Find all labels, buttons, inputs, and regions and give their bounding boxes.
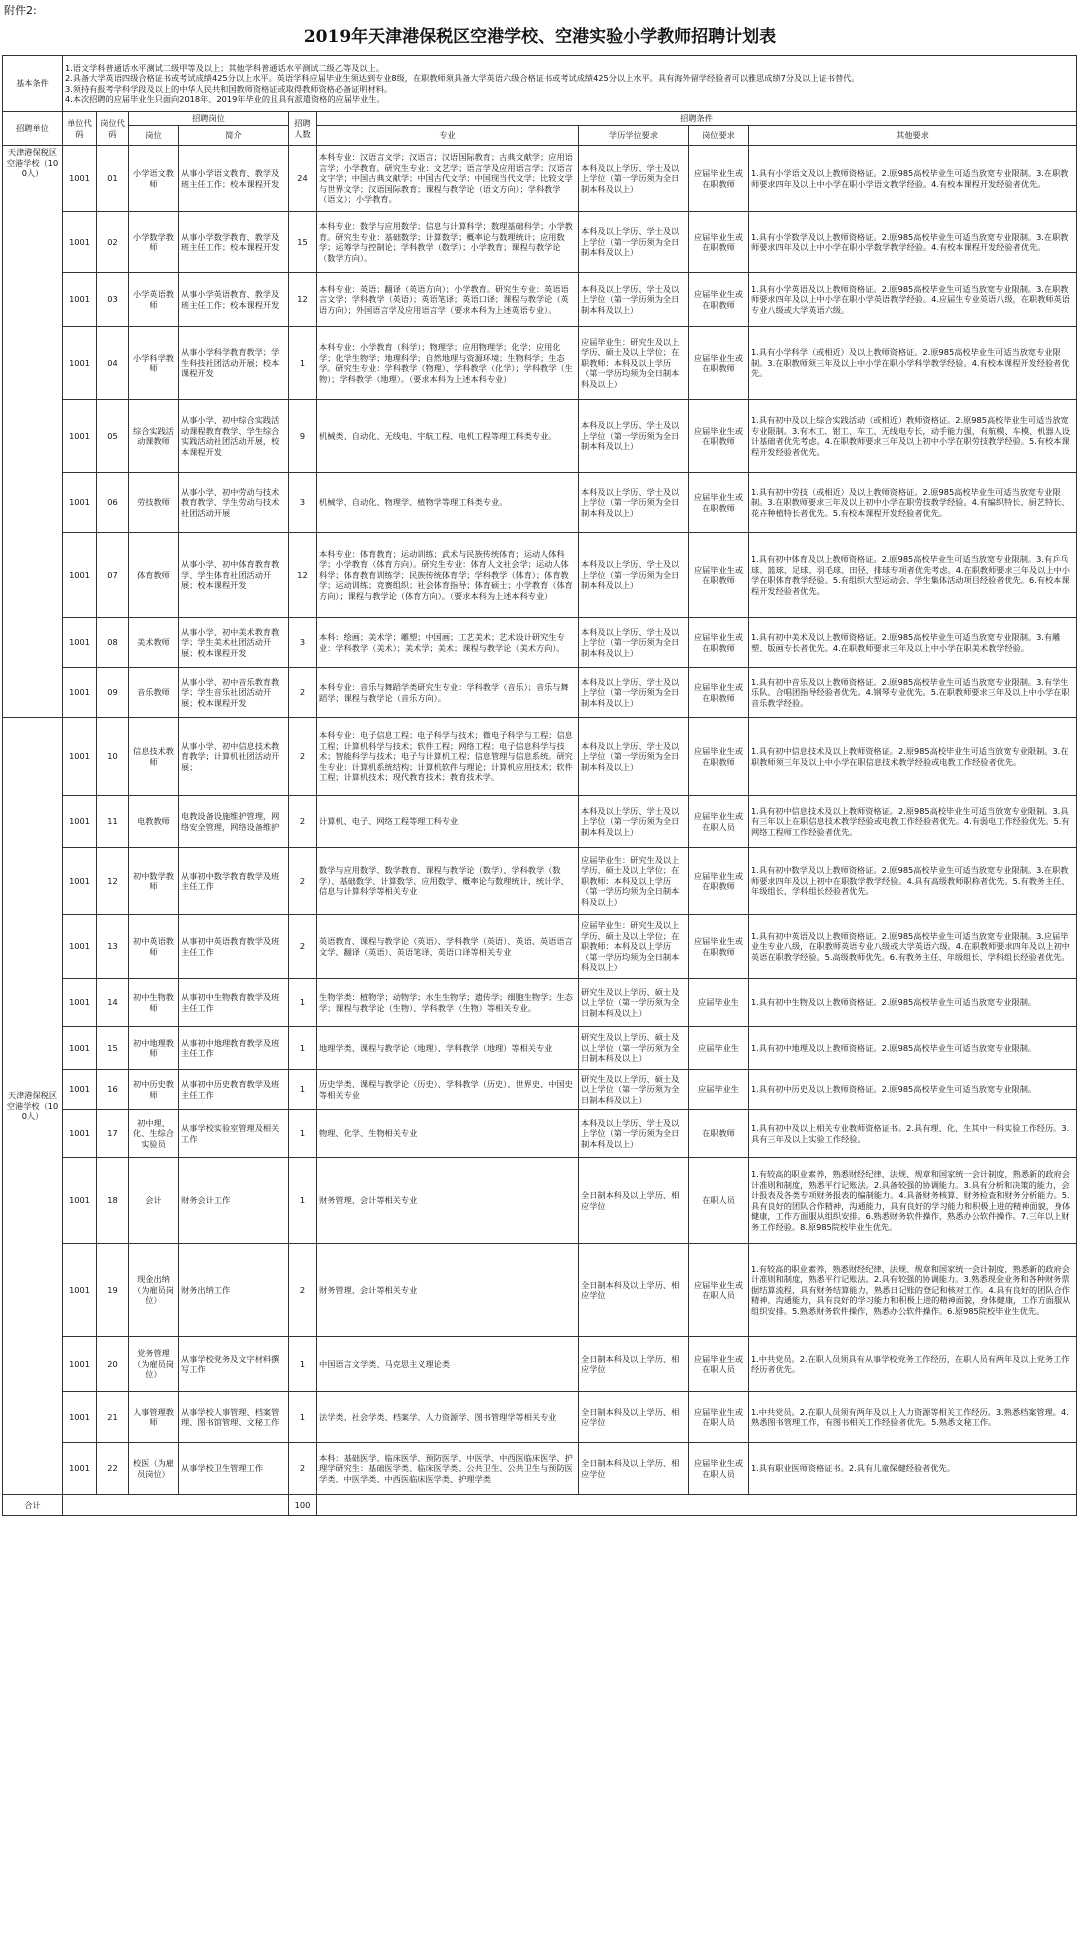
major-cell: 本科：绘画；美术学；雕塑；中国画；工艺美术；艺术设计研究生专业：学科教学（美术）；美术学；美术；课程与教学论（美术方向）。	[317, 618, 579, 668]
other-cell: 1.具有初中数学及以上教师资格证。2.原985高校毕业生可适当放宽专业限制。3.在职教师要求四年及以上初中在职数学教学经验。4.具有高级教师职称者优先。5.有教务主任、年级组长、学科组长经验者优先。	[749, 848, 1077, 915]
post-cell: 现金出纳（为雇员岗位）	[129, 1244, 179, 1337]
header-count: 招聘人数	[289, 112, 317, 146]
unit-code-cell: 1001	[63, 796, 97, 848]
header-other: 其他要求	[749, 126, 1077, 146]
table-row	[3, 327, 1077, 400]
header-post-code: 岗位代码	[97, 112, 129, 146]
unit-code-cell: 1001	[63, 1337, 97, 1392]
intro-cell: 从事小学语文教育、教学及班主任工作；校本课程开发	[179, 146, 289, 212]
table-row	[3, 1070, 1077, 1110]
other-cell: 1.具有初中美术及以上教师资格证。2.原985高校毕业生可适当放宽专业限制。3.有雕塑、版画专长者优先。4.在职教师要求三年及以上中小学在职美术教学经验。	[749, 618, 1077, 668]
other-cell: 1.具有初中体育及以上教师资格证。2.原985高校毕业生可适当放宽专业限制。3.有乒乓球、篮球、足球、羽毛球、田径、排球专项者优先考虑。4.在职教师要求三年及以上中小学在职体育教学经验。5.有组织大型运动会、学生集体活动项目经验者优先。6.有校本课程开发经验者优先。	[749, 533, 1077, 618]
unit-code-cell: 1001	[63, 718, 97, 796]
post-code-cell: 04	[97, 327, 129, 400]
post-code-cell: 03	[97, 273, 129, 327]
post-cell: 美术教师	[129, 618, 179, 668]
unit-code-cell: 1001	[63, 146, 97, 212]
post-cell: 人事管理教师	[129, 1392, 179, 1443]
count-cell: 2	[289, 668, 317, 718]
major-cell: 机械学、自动化、物理学、植物学等理工科类专业。	[317, 473, 579, 533]
count-cell: 1	[289, 327, 317, 400]
header-position-group: 招聘岗位	[129, 112, 289, 126]
major-cell: 中国语言文学类、马克思主义理论类	[317, 1337, 579, 1392]
count-cell: 15	[289, 212, 317, 273]
major-cell: 物理、化学、生物相关专业	[317, 1110, 579, 1158]
count-cell: 1	[289, 1070, 317, 1110]
post-cell: 音乐教师	[129, 668, 179, 718]
post-cell: 综合实践活动课教师	[129, 400, 179, 473]
other-cell: 1.具有初中英语及以上教师资格证。2.原985高校毕业生可适当放宽专业限制。3.应届毕业生专业八级，在职教师英语专业八级或大学英语六级。4.在职教师要求四年及以上初中英语在职教学经验。5.高级教师优先。6.有教务主任、年级组长、学科组长经验者优先。	[749, 915, 1077, 979]
edu-cell: 全日制本科及以上学历、相应学位	[579, 1158, 689, 1244]
header-row-1	[3, 112, 1077, 126]
intro-cell: 从事小学英语教育、教学及班主任工作；校本课程开发	[179, 273, 289, 327]
edu-cell: 全日制本科及以上学历、相应学位	[579, 1443, 689, 1495]
major-cell: 历史学类、课程与教学论（历史）、学科教学（历史）、世界史、中国史等相关专业	[317, 1070, 579, 1110]
unit-code-cell: 1001	[63, 1443, 97, 1495]
table-row	[3, 796, 1077, 848]
intro-cell: 从事小学、初中美术教育教学；学生美术社团活动开展；校本课程开发	[179, 618, 289, 668]
intro-cell: 从事学校人事管理、档案管理、图书馆管理、文秘工作	[179, 1392, 289, 1443]
major-cell: 地理学类、课程与教学论（地理）、学科教学（地理）等相关专业	[317, 1027, 579, 1070]
post-cell: 劳技教师	[129, 473, 179, 533]
post-code-cell: 02	[97, 212, 129, 273]
count-cell: 3	[289, 618, 317, 668]
major-cell: 本科专业：体育教育；运动训练；武术与民族传统体育；运动人体科学；小学教育（体育方向）。研究生专业：体育人文社会学；运动人体科学；体育教育训练学；民族传统体育学；学科教学（体育）；体育教学；运动训练；竞赛组织；社会体育指导；体育硕士；小学教育（体育方向）；课程与教学论（体育方向）。（要求本科为上述本科专业）	[317, 533, 579, 618]
edu-cell: 应届毕业生：研究生及以上学历、硕士及以上学位；在职教师：本科及以上学历（第一学历均须为全日制本科及以上）	[579, 915, 689, 979]
intro-cell: 从事小学、初中综合实践活动课程教育教学、学生综合实践活动社团活动开展，校本课程开发	[179, 400, 289, 473]
edu-cell: 本科及以上学历、学士及以上学位（第一学历须为全日制本科及以上）	[579, 533, 689, 618]
count-cell: 2	[289, 796, 317, 848]
table-row	[3, 1337, 1077, 1392]
post-cell: 小学语文教师	[129, 146, 179, 212]
edu-cell: 研究生及以上学历、硕士及以上学位（第一学历须为全日制本科及以上）	[579, 1070, 689, 1110]
recruitment-table	[2, 55, 1077, 1516]
intro-cell: 从事初中生物教育教学及班主任工作	[179, 979, 289, 1027]
post-code-cell: 15	[97, 1027, 129, 1070]
other-cell: 1.中共党员。2.在职人员须有两年及以上人力资源等相关工作经历。3.熟悉档案管理。4.熟悉图书管理工作，有图书相关工作经验者优先。5.熟悉文秘工作。	[749, 1392, 1077, 1443]
post-code-cell: 09	[97, 668, 129, 718]
major-cell: 财务管理、会计等相关专业	[317, 1244, 579, 1337]
unit-code-cell: 1001	[63, 979, 97, 1027]
post-req-cell: 应届毕业生或在职教师	[689, 618, 749, 668]
post-req-cell: 应届毕业生或在职教师	[689, 146, 749, 212]
table-row	[3, 1392, 1077, 1443]
intro-cell: 从事小学数学教育、教学及班主任工作；校本课程开发	[179, 212, 289, 273]
post-cell: 小学科学教师	[129, 327, 179, 400]
other-cell: 1.具有初中信息技术及以上教师资格证。2.原985高校毕业生可适当放宽专业限制。3.在职教师须三年及以上中小学在职信息技术教学经验或电教工作经验者优先。	[749, 718, 1077, 796]
table-row	[3, 400, 1077, 473]
total-label: 合计	[3, 1495, 63, 1516]
post-code-cell: 10	[97, 718, 129, 796]
intro-cell: 从事小学、初中劳动与技术教育教学、学生劳动与技术社团活动开展	[179, 473, 289, 533]
edu-cell: 研究生及以上学历、硕士及以上学位（第一学历须为全日制本科及以上）	[579, 979, 689, 1027]
intro-cell: 从事学校实验室管理及相关工作	[179, 1110, 289, 1158]
other-cell: 1.具有初中地理及以上教师资格证。2.原985高校毕业生可适当放宽专业限制。	[749, 1027, 1077, 1070]
unit-code-cell: 1001	[63, 668, 97, 718]
annex-label: 附件2:	[4, 4, 37, 17]
major-cell: 本科专业：小学教育（科学）；物理学；应用物理学；化学；应用化学；化学生物学；地理科学；自然地理与资源环境；生物科学；生态学。研究生专业：学科教学（物理）、学科教学（化学）；学科教学（生物）；学科教学（地理）。（要求本科为上述本科专业）	[317, 327, 579, 400]
post-req-cell: 应届毕业生	[689, 1027, 749, 1070]
other-cell: 1.具有初中历史及以上教师资格证。2.原985高校毕业生可适当放宽专业限制。	[749, 1070, 1077, 1110]
header-major: 专业	[317, 126, 579, 146]
edu-cell: 应届毕业生：研究生及以上学历、硕士及以上学位；在职教师：本科及以上学历（第一学历均须为全日制本科及以上）	[579, 848, 689, 915]
post-code-cell: 20	[97, 1337, 129, 1392]
major-cell: 机械类、自动化、无线电、宇航工程、电机工程等理工科类专业。	[317, 400, 579, 473]
unit-code-cell: 1001	[63, 327, 97, 400]
basic-condition-item: 1.语文学科普通话水平测试二级甲等及以上；其他学科普通话水平测试二级乙等及以上。	[65, 62, 384, 73]
edu-cell: 本科及以上学历、学士及以上学位（第一学历须为全日制本科及以上）	[579, 473, 689, 533]
post-cell: 会计	[129, 1158, 179, 1244]
intro-cell: 从事初中历史教育教学及班主任工作	[179, 1070, 289, 1110]
table-row	[3, 1110, 1077, 1158]
count-cell: 3	[289, 473, 317, 533]
count-cell: 1	[289, 1337, 317, 1392]
basic-condition-item: 4.本次招聘的应届毕业生只面向2018年、2019年毕业的且具有派遣资格的应届毕业生。	[65, 94, 385, 104]
post-req-cell: 应届毕业生或在职教师	[689, 848, 749, 915]
post-code-cell: 05	[97, 400, 129, 473]
post-cell: 初中地理教师	[129, 1027, 179, 1070]
count-cell: 2	[289, 718, 317, 796]
basic-conditions-row	[3, 56, 1077, 112]
count-cell: 2	[289, 915, 317, 979]
unit-code-cell: 1001	[63, 1110, 97, 1158]
header-conditions-group: 招聘条件	[317, 112, 1077, 126]
major-cell: 本科专业：数学与应用数学；信息与计算科学；数理基础科学；小学教育。研究生专业：基础数学；计算数学；概率论与数理统计；应用数学；运筹学与控制论；学科教学（数学）；小学教育；课程与教学论（数学方向）。	[317, 212, 579, 273]
post-code-cell: 18	[97, 1158, 129, 1244]
table-row	[3, 146, 1077, 212]
total-row	[3, 1495, 1077, 1516]
major-cell: 法学类、社会学类、档案学、人力资源学、图书管理学等相关专业	[317, 1392, 579, 1443]
table-row	[3, 273, 1077, 327]
post-req-cell: 应届毕业生或在职教师	[689, 533, 749, 618]
post-req-cell: 在职人员	[689, 1158, 749, 1244]
edu-cell: 本科及以上学历、学士及以上学位（第一学历须为全日制本科及以上）	[579, 668, 689, 718]
other-cell: 1.有较高的职业素养，熟悉财经纪律、法规、规章和国家统一会计制度，熟悉新的政府会计准则和制度，熟悉平行记账法。2.具备较强的协调能力。3.具有分析和决策的能力，会计报表及各类专项财务报表的编制能力。4.具备财务核算、财务检查和财务分析能力。5.具有良好的团队合作精神，沟通能力，具有良好的学习能力和积极上进的精神面貌，身体健康，工作方面服从组织安排。6.熟悉财务软件操作，熟悉办公软件操作。7.三年以上财务工作经验。8.原985院校毕业生优先。	[749, 1158, 1077, 1244]
post-cell: 初中数学教师	[129, 848, 179, 915]
edu-cell: 全日制本科及以上学历、相应学位	[579, 1337, 689, 1392]
edu-cell: 本科及以上学历、学士及以上学位（第一学历须为全日制本科及以上）	[579, 796, 689, 848]
table-row	[3, 1443, 1077, 1495]
post-req-cell: 在职教师	[689, 1110, 749, 1158]
post-cell: 初中英语教师	[129, 915, 179, 979]
other-cell: 1.具有小学科学（或相近）及以上教师资格证。2.原985高校毕业生可适当放宽专业限制。3.在职教师须三年及以上中小学在职小学科学教学经验。4.有校本课程开发经验者优先。	[749, 327, 1077, 400]
post-cell: 小学数学教师	[129, 212, 179, 273]
post-req-cell: 应届毕业生或在职教师	[689, 327, 749, 400]
edu-cell: 本科及以上学历、学士及以上学位（第一学历须为全日制本科及以上）	[579, 212, 689, 273]
count-cell: 9	[289, 400, 317, 473]
unit-code-cell: 1001	[63, 533, 97, 618]
intro-cell: 电教设备设施维护管理，网络安全管理，网络设备维护	[179, 796, 289, 848]
major-cell: 本科专业：汉语言文学；汉语言；汉语国际教育；古典文献学；应用语言学；小学教育。研究生专业：文艺学；语言学及应用语言学；汉语言文字学；中国古典文献学；中国古代文学；中国现当代文学；比较文学与世界文学；汉语国际教育；课程与教学论（语文方向）；学科教学（语文）；小学教育。	[317, 146, 579, 212]
unit-code-cell: 1001	[63, 400, 97, 473]
header-row-2	[3, 126, 1077, 146]
post-req-cell: 应届毕业生或在职人员	[689, 796, 749, 848]
post-req-cell: 应届毕业生或在职教师	[689, 212, 749, 273]
total-spacer	[317, 1495, 1077, 1516]
post-cell: 初中生物教师	[129, 979, 179, 1027]
major-cell: 英语教育、课程与教学论（英语）、学科教学（英语）、英语、英语语言文学、翻译（英语）、英语笔译、英语口译等相关专业	[317, 915, 579, 979]
intro-cell: 从事学校党务及文字材料撰写工作	[179, 1337, 289, 1392]
table-row	[3, 533, 1077, 618]
other-cell: 1.具有初中信息技术及以上教师资格证。2.原985高校毕业生可适当放宽专业限制。3.具有三年以上在职信息技术教学经验或电教工作经验者优先。4.有弱电工作经验优先。5.有网络工程师工作经验者优先。	[749, 796, 1077, 848]
edu-cell: 本科及以上学历、学士及以上学位（第一学历须为全日制本科及以上）	[579, 146, 689, 212]
post-code-cell: 16	[97, 1070, 129, 1110]
post-req-cell: 应届毕业生或在职教师	[689, 718, 749, 796]
unit-code-cell: 1001	[63, 848, 97, 915]
unit-code-cell: 1001	[63, 915, 97, 979]
other-cell: 1.具有初中音乐及以上教师资格证。2.原985高校毕业生可适当放宽专业限制。3.有学生乐队、合唱团指导经验者优先。4.钢琴专业优先。5.在职教师要求三年及以上中小学在职音乐教学经验。	[749, 668, 1077, 718]
total-spacer	[63, 1495, 289, 1516]
edu-cell: 本科及以上学历、学士及以上学位（第一学历须为全日制本科及以上）	[579, 718, 689, 796]
count-cell: 24	[289, 146, 317, 212]
other-cell: 1.具有初中劳技（或相近）及以上教师资格证。2.原985高校毕业生可适当放宽专业限制。3.在职教师要求三年及以上初中小学在职劳技教学经验。4.有编织特长、厨艺特长、花卉种植特长者优先。5.有校本课程开发经验者优先。	[749, 473, 1077, 533]
intro-cell: 从事小学、初中音乐教育教学；学生音乐社团活动开展；校本课程开发	[179, 668, 289, 718]
count-cell: 2	[289, 1244, 317, 1337]
intro-cell: 从事小学科学教育教学；学生科技社团活动开展；校本课程开发	[179, 327, 289, 400]
post-code-cell: 17	[97, 1110, 129, 1158]
header-unit: 招聘单位	[3, 112, 63, 146]
major-cell: 本科专业：音乐与舞蹈学类研究生专业：学科教学（音乐）；音乐与舞蹈学；课程与教学论（音乐方向）。	[317, 668, 579, 718]
post-cell: 体育教师	[129, 533, 179, 618]
post-code-cell: 01	[97, 146, 129, 212]
post-cell: 党务管理（为雇员岗位）	[129, 1337, 179, 1392]
post-cell: 小学英语教师	[129, 273, 179, 327]
post-code-cell: 13	[97, 915, 129, 979]
table-row	[3, 1027, 1077, 1070]
unit-code-cell: 1001	[63, 1158, 97, 1244]
table-row	[3, 1158, 1077, 1244]
post-code-cell: 08	[97, 618, 129, 668]
post-code-cell: 21	[97, 1392, 129, 1443]
header-unit-code: 单位代码	[63, 112, 97, 146]
unit-name-cell: 天津港保税区空港学校（100人）	[3, 146, 63, 718]
count-cell: 1	[289, 1158, 317, 1244]
other-cell: 1.具有初中及以上综合实践活动（或相近）教师资格证。2.原985高校毕业生可适当放宽专业限制。3.有木工、钳工、车工、无线电专长，动手能力强，有航模、车模、机器人设计基础者优先考虑。4.在职教师要求三年及以上初中小学在职劳技教学经验。5.有校本课程开发经验者优先。	[749, 400, 1077, 473]
post-code-cell: 22	[97, 1443, 129, 1495]
intro-cell: 财务出纳工作	[179, 1244, 289, 1337]
count-cell: 2	[289, 848, 317, 915]
table-row	[3, 618, 1077, 668]
edu-cell: 本科及以上学历、学士及以上学位（第一学历须为全日制本科及以上）	[579, 273, 689, 327]
post-req-cell: 应届毕业生或在职教师	[689, 473, 749, 533]
unit-name-cell: 天津港保税区空港学校（100人）	[3, 718, 63, 1495]
count-cell: 1	[289, 1110, 317, 1158]
post-code-cell: 12	[97, 848, 129, 915]
other-cell: 1.具有小学语文及以上教师资格证。2.原985高校毕业生可适当放宽专业限制。3.在职教师要求四年及以上中小学在职小学语文教学经验。4.有校本课程开发经验者优先。	[749, 146, 1077, 212]
table-row	[3, 212, 1077, 273]
post-req-cell: 应届毕业生或在职教师	[689, 400, 749, 473]
other-cell: 1.具有小学英语及以上教师资格证。2.原985高校毕业生可适当放宽专业限制。3.在职教师要求四年及以上中小学在职小学英语教学经验。4.应届生专业英语八级，在职教师英语专业八级或大学英语六级。	[749, 273, 1077, 327]
intro-cell: 从事初中地理教育教学及班主任工作	[179, 1027, 289, 1070]
major-cell: 计算机、电子、网络工程等理工科专业	[317, 796, 579, 848]
header-edu: 学历学位要求	[579, 126, 689, 146]
table-row	[3, 718, 1077, 796]
post-req-cell: 应届毕业生	[689, 1070, 749, 1110]
header-intro: 简介	[179, 126, 289, 146]
post-code-cell: 06	[97, 473, 129, 533]
post-req-cell: 应届毕业生或在职教师	[689, 915, 749, 979]
count-cell: 12	[289, 533, 317, 618]
intro-cell: 从事小学、初中体育教育教学、学生体育社团活动开展；校本课程开发	[179, 533, 289, 618]
unit-code-cell: 1001	[63, 473, 97, 533]
edu-cell: 应届毕业生：研究生及以上学历、硕士及以上学位；在职教师：本科及以上学历（第一学历均须为全日制本科及以上）	[579, 327, 689, 400]
intro-cell: 从事小学、初中信息技术教育教学；计算机社团活动开展；	[179, 718, 289, 796]
post-cell: 初中理、化、生综合实验员	[129, 1110, 179, 1158]
table-row	[3, 668, 1077, 718]
major-cell: 生物学类：植物学；动物学；水生生物学；遗传学；细胞生物学；生态学；课程与教学论（生物）、学科教学（生物）等相关专业。	[317, 979, 579, 1027]
post-cell: 初中历史教师	[129, 1070, 179, 1110]
post-cell: 校医（为雇员岗位）	[129, 1443, 179, 1495]
post-req-cell: 应届毕业生或在职教师	[689, 668, 749, 718]
edu-cell: 全日制本科及以上学历、相应学位	[579, 1392, 689, 1443]
table-row	[3, 473, 1077, 533]
intro-cell: 财务会计工作	[179, 1158, 289, 1244]
unit-code-cell: 1001	[63, 212, 97, 273]
basic-condition-item: 3.须持有报考学科学段及以上的中华人民共和国教师资格证或取得教师资格必备证明材料。	[65, 83, 393, 94]
post-req-cell: 应届毕业生	[689, 979, 749, 1027]
post-code-cell: 19	[97, 1244, 129, 1337]
count-cell: 2	[289, 1443, 317, 1495]
unit-code-cell: 1001	[63, 1392, 97, 1443]
post-req-cell: 应届毕业生或在职人员	[689, 1337, 749, 1392]
count-cell: 12	[289, 273, 317, 327]
unit-code-cell: 1001	[63, 1027, 97, 1070]
post-req-cell: 应届毕业生或在职人员	[689, 1443, 749, 1495]
other-cell: 1.中共党员。2.在职人员须具有从事学校党务工作经历，在职人员有两年及以上党务工作经历者优先。	[749, 1337, 1077, 1392]
major-cell: 财务管理、会计等相关专业	[317, 1158, 579, 1244]
other-cell: 1.具有职业医师资格证书。2.具有儿童保健经验者优先。	[749, 1443, 1077, 1495]
other-cell: 1.具有初中及以上相关专业教师资格证书。2.具有理、化、生其中一科实验工作经历。3.具有三年及以上实验工作经验。	[749, 1110, 1077, 1158]
post-code-cell: 14	[97, 979, 129, 1027]
major-cell: 本科：基础医学、临床医学、预防医学、中医学、中西医临床医学、护理学研究生：基础医学类、临床医学类、公共卫生、公共卫生与预防医学类、中医学类、中西医临床医学类、护理学类	[317, 1443, 579, 1495]
edu-cell: 研究生及以上学历、硕士及以上学位（第一学历须为全日制本科及以上）	[579, 1027, 689, 1070]
post-req-cell: 应届毕业生或在职教师	[689, 273, 749, 327]
intro-cell: 从事学校卫生管理工作	[179, 1443, 289, 1495]
count-cell: 1	[289, 979, 317, 1027]
page-title: 2019年天津港保税区空港学校、空港实验小学教师招聘计划表	[303, 27, 777, 47]
other-cell: 1.有较高的职业素养，熟悉财经纪律、法规、规章和国家统一会计制度，熟悉新的政府会计准则和制度，熟悉平行记账法。2.具有较强的协调能力。3.熟悉现金业务和各种财务票据结算流程，具有财务结算能力，熟悉日记账的登记和核对工作。4.具有良好的团队合作精神、沟通能力，具有良好的学习能力和积极上进的精神面貌，身体健康，工作方面服从组织安排。5.熟悉财务软件操作，熟悉办公软件操作。6.原985院校毕业生优先。	[749, 1244, 1077, 1337]
header-post: 岗位	[129, 126, 179, 146]
edu-cell: 本科及以上学历、学士及以上学位（第一学历须为全日制本科及以上）	[579, 1110, 689, 1158]
intro-cell: 从事初中数学教育教学及班主任工作	[179, 848, 289, 915]
major-cell: 本科专业：英语；翻译（英语方向）；小学教育。研究生专业：英语语言文学；学科教学（英语）；英语笔译；英语口译；课程与教学论（英语方向）；外国语言学及应用语言学（要求本科为上述英语专业）。	[317, 273, 579, 327]
major-cell: 数学与应用数学、数学教育、课程与教学论（数学）、学科教学（数学）、基础数学、计算数学、应用数学、概率论与数理统计、统计学、信息与计算科学等相关专业	[317, 848, 579, 915]
table-row	[3, 979, 1077, 1027]
header-post-req: 岗位要求	[689, 126, 749, 146]
post-cell: 电教教师	[129, 796, 179, 848]
count-cell: 1	[289, 1027, 317, 1070]
total-count: 100	[289, 1495, 317, 1516]
basic-conditions-text	[63, 56, 1077, 112]
intro-cell: 从事初中英语教育教学及班主任工作	[179, 915, 289, 979]
unit-code-cell: 1001	[63, 618, 97, 668]
post-req-cell: 应届毕业生或在职人员	[689, 1392, 749, 1443]
basic-condition-item: 2.具备大学英语四级合格证书或考试成绩425分以上水平。英语学科应届毕业生须达到专业8级，在职教师须具备大学英语六级合格证书或考试成绩425分以上水平。具有海外留学经验者可以雅思成绩7分及以上证书替代。	[65, 73, 860, 83]
basic-conditions-label: 基本条件	[3, 56, 63, 112]
table-row	[3, 1244, 1077, 1337]
edu-cell: 本科及以上学历、学士及以上学位（第一学历须为全日制本科及以上）	[579, 400, 689, 473]
unit-code-cell: 1001	[63, 1070, 97, 1110]
unit-code-cell: 1001	[63, 1244, 97, 1337]
post-cell: 信息技术教师	[129, 718, 179, 796]
other-cell: 1.具有初中生物及以上教师资格证。2.原985高校毕业生可适当放宽专业限制。	[749, 979, 1077, 1027]
table-row	[3, 915, 1077, 979]
other-cell: 1.具有小学数学及以上教师资格证。2.原985高校毕业生可适当放宽专业限制。3.在职教师要求四年及以上中小学在职小学数学教学经验。4.有校本课程开发经验者优先。	[749, 212, 1077, 273]
post-code-cell: 11	[97, 796, 129, 848]
edu-cell: 本科及以上学历、学士及以上学位（第一学历须为全日制本科及以上）	[579, 618, 689, 668]
major-cell: 本科专业：电子信息工程；电子科学与技术；微电子科学与工程；信息工程；计算机科学与技术；软件工程；网络工程；电子信息科学与技术；智能科学与技术；电子与计算机工程；信息管理与信息系统。研究生专业：计算机系统结构；计算机软件与理论；计算机应用技术；软件工程；计算机技术；现代教育技术；教育技术学。	[317, 718, 579, 796]
post-req-cell: 应届毕业生或在职人员	[689, 1244, 749, 1337]
count-cell: 1	[289, 1392, 317, 1443]
edu-cell: 全日制本科及以上学历、相应学位	[579, 1244, 689, 1337]
table-row	[3, 848, 1077, 915]
post-code-cell: 07	[97, 533, 129, 618]
unit-code-cell: 1001	[63, 273, 97, 327]
